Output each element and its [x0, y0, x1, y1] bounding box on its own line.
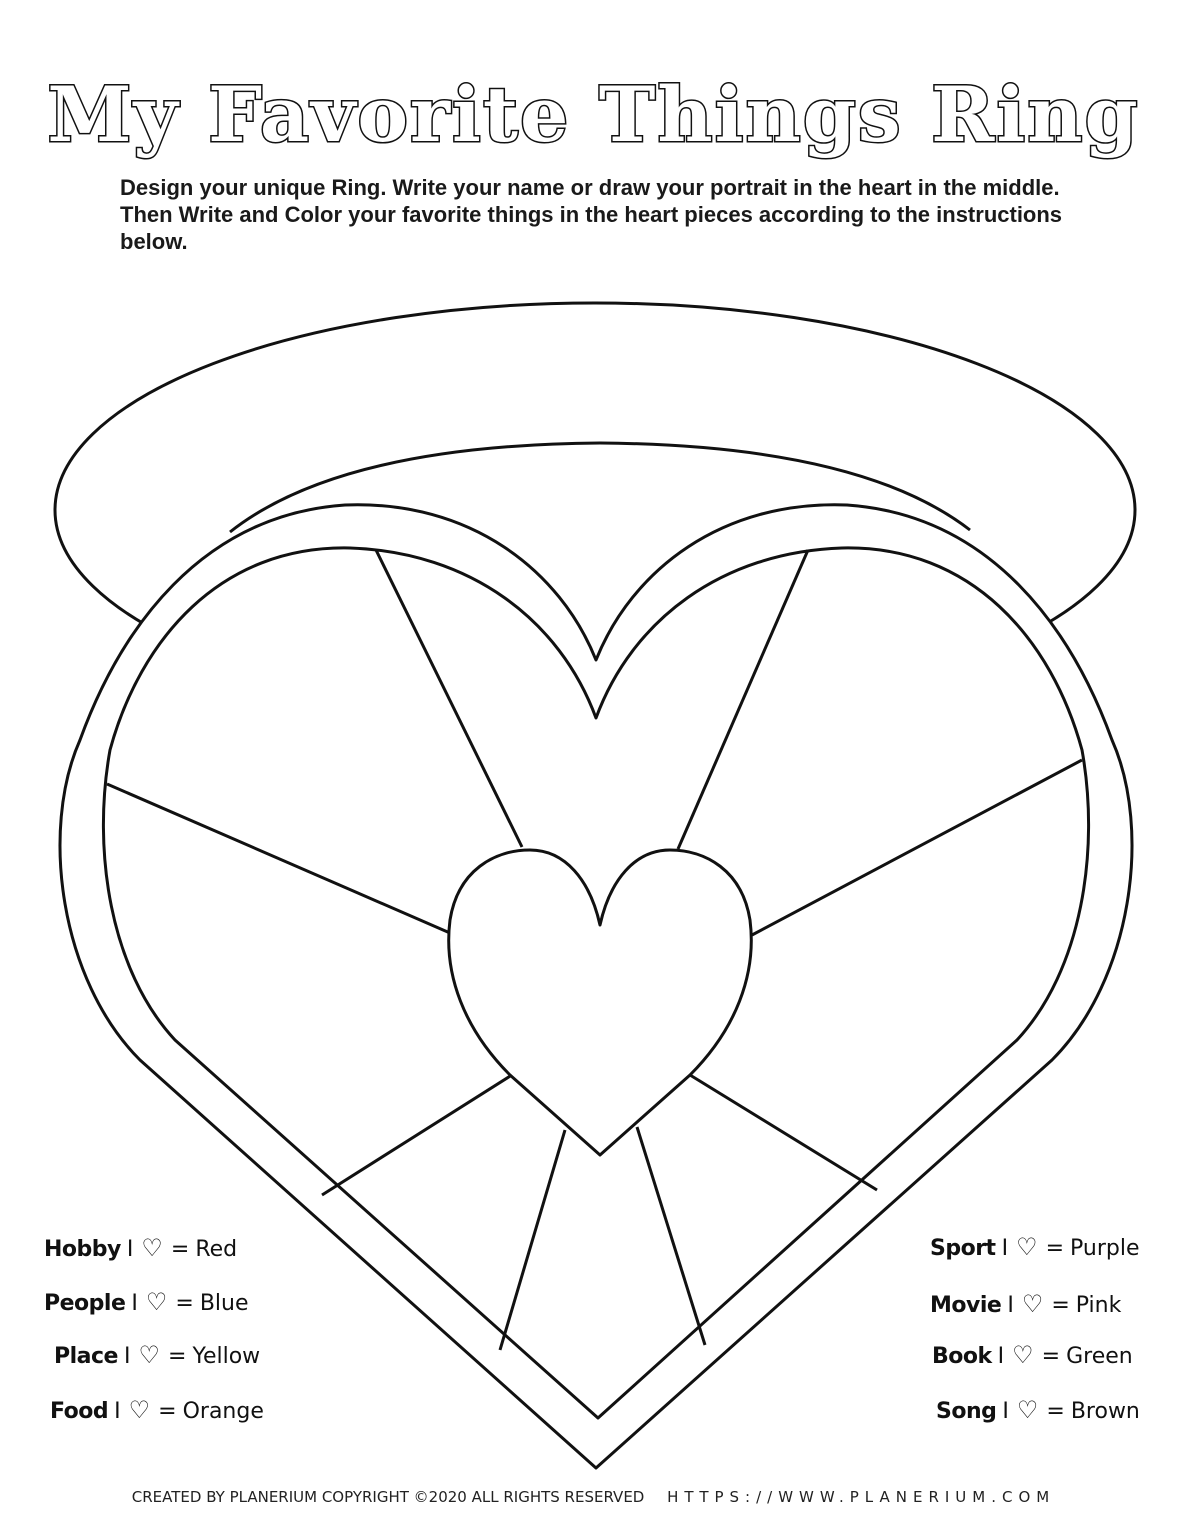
heart-icon: ♡ [138, 1341, 160, 1369]
legend-item-place: Place I ♡ = Yellow [54, 1341, 261, 1369]
instructions-text: Design your unique Ring. Write your name or draw your portrait in the heart in the middle. Then Write and Color your favorite things in the heart pieces according to the instructions below. [120, 175, 1063, 254]
heart-icon: ♡ [1012, 1341, 1034, 1369]
legend-item-song: Song I ♡ = Brown [936, 1396, 1140, 1424]
legend-item-hobby: Hobby I ♡ = Red [44, 1234, 238, 1262]
heart-icon: ♡ [1016, 1233, 1038, 1261]
legend-item-movie: Movie I ♡ = Pink [930, 1290, 1122, 1318]
legend-item-people: People I ♡ = Blue [44, 1288, 249, 1316]
heart-icon: ♡ [1021, 1290, 1044, 1318]
page-title: My Favorite Things Ring [47, 70, 1140, 159]
heart-icon: ♡ [128, 1396, 151, 1424]
legend-item-book: Book I ♡ = Green [932, 1341, 1133, 1369]
copyright-credit: CREATED BY PLANERIUM COPYRIGHT ©2020 ALL RIGHTS RESERVED [131, 1488, 645, 1506]
legend-item-sport: Sport I ♡ = Purple [930, 1233, 1140, 1261]
heart-icon: ♡ [145, 1288, 168, 1316]
heart-icon: ♡ [1016, 1396, 1039, 1424]
website-url: HTTPS://WWW.PLANERIUM.COM [667, 1488, 1056, 1506]
legend-item-food: Food I ♡ = Orange [50, 1396, 264, 1424]
heart-icon: ♡ [141, 1234, 163, 1262]
footer [0, 1488, 1187, 1506]
